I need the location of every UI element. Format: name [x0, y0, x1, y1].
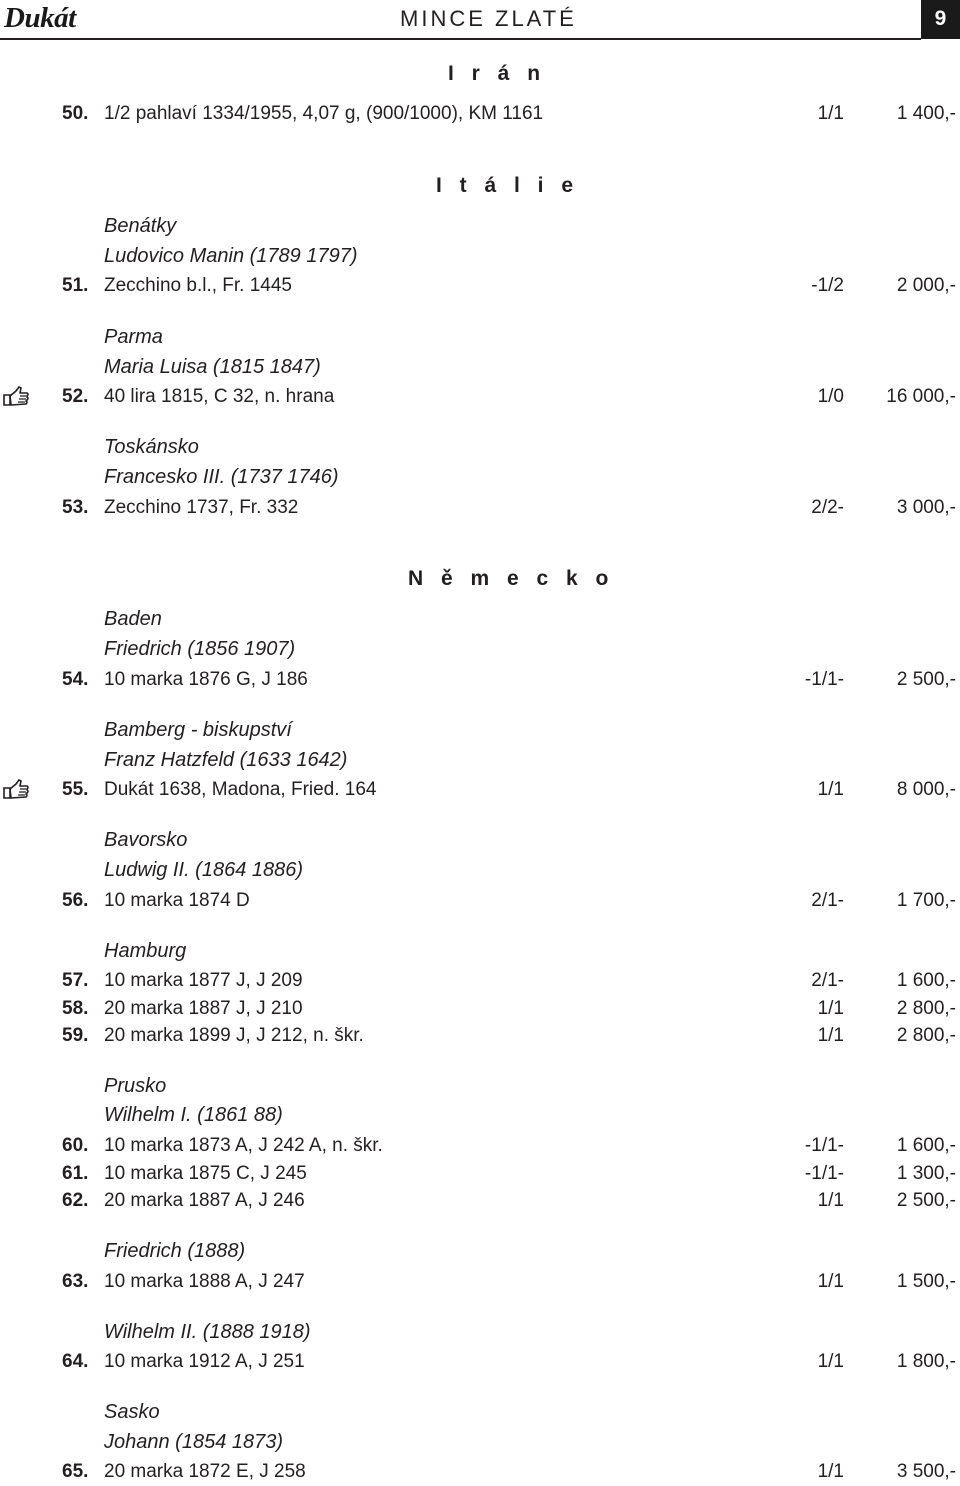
lot-price: 1 300,- — [896, 1163, 956, 1184]
lot-grade: 1/0 — [817, 386, 844, 407]
ruler-label: Maria Luisa (1815 1847) — [104, 356, 321, 378]
lot-grade: -1/1- — [804, 1163, 844, 1184]
lot-description: 20 marka 1887 A, J 246 — [104, 1190, 305, 1211]
region-label: Parma — [104, 326, 163, 348]
lot-row — [0, 495, 960, 521]
region-label: Toskánsko — [104, 436, 199, 458]
lot-number: 51. — [62, 275, 89, 296]
lot-grade: 2/1- — [811, 970, 844, 991]
lot-row — [0, 667, 960, 693]
country-heading-nemecko: N ě m e c k o — [408, 567, 615, 590]
ruler-label: Wilhelm I. (1861 88) — [104, 1104, 283, 1126]
lot-description: 20 marka 1899 J, J 212, n. škr. — [104, 1025, 364, 1046]
ruler-label: Ludwig II. (1864 1886) — [104, 859, 304, 881]
lot-number: 62. — [62, 1190, 89, 1211]
lot-row — [0, 1459, 960, 1485]
lot-price: 2 000,- — [896, 275, 956, 296]
lot-number: 61. — [62, 1163, 89, 1184]
ruler-label: Johann (1854 1873) — [104, 1431, 284, 1453]
lot-price: 8 000,- — [896, 779, 956, 800]
lot-description: Zecchino b.l., Fr. 1445 — [104, 275, 292, 296]
region-label: Benátky — [104, 215, 177, 237]
lot-grade: -1/1- — [804, 1135, 844, 1156]
lot-price: 16 000,- — [886, 386, 956, 407]
lot-description: 10 marka 1912 A, J 251 — [104, 1351, 305, 1372]
lot-row — [0, 101, 960, 127]
lot-number: 56. — [62, 890, 89, 911]
lot-price: 2 800,- — [896, 998, 956, 1019]
region-label: Baden — [104, 608, 162, 630]
lot-number: 60. — [62, 1135, 89, 1156]
lot-grade: 1/1 — [817, 998, 844, 1019]
page-number-badge: 9 — [921, 0, 960, 39]
lot-grade: -1/1- — [804, 669, 844, 690]
lot-description: 40 lira 1815, C 32, n. hrana — [104, 386, 335, 407]
lot-description: 20 marka 1887 J, J 210 — [104, 998, 303, 1019]
ruler-label: Franz Hatzfeld (1633 1642) — [104, 749, 348, 771]
region-label: Prusko — [104, 1075, 167, 1097]
lot-row — [0, 968, 960, 994]
lot-number: 55. — [62, 779, 89, 800]
lot-price: 3 500,- — [896, 1461, 956, 1482]
lot-row — [0, 384, 960, 410]
pointing-hand-icon — [2, 385, 30, 409]
lot-price: 1 500,- — [896, 1271, 956, 1292]
page-header — [0, 0, 960, 42]
header-title: MINCE ZLATÉ — [400, 6, 577, 31]
region-label: Bavorsko — [104, 829, 188, 851]
lot-description: Dukát 1638, Madona, Fried. 164 — [104, 779, 377, 800]
ruler-label: Wilhelm II. (1888 1918) — [104, 1321, 311, 1343]
lot-row — [0, 1188, 960, 1214]
lot-row — [0, 1161, 960, 1187]
lot-grade: 1/1 — [817, 1025, 844, 1046]
lot-row — [0, 888, 960, 914]
region-label: Bamberg - biskupství — [104, 719, 292, 741]
header-rule — [0, 38, 921, 40]
lot-grade: 1/1 — [817, 1461, 844, 1482]
lot-row — [0, 273, 960, 299]
lot-number: 50. — [62, 103, 89, 124]
lot-row — [0, 1023, 960, 1049]
lot-number: 63. — [62, 1271, 89, 1292]
ruler-label: Friedrich (1856 1907) — [104, 638, 296, 660]
lot-description: 10 marka 1877 J, J 209 — [104, 970, 303, 991]
lot-grade: 1/1 — [817, 1190, 844, 1211]
dukat-logo: Dukát — [4, 2, 76, 34]
lot-price: 2 500,- — [896, 669, 956, 690]
lot-grade: -1/2 — [811, 275, 844, 296]
lot-row — [0, 1349, 960, 1375]
lot-grade: 1/1 — [817, 779, 844, 800]
ruler-label: Friedrich (1888) — [104, 1240, 246, 1262]
lot-description: Zecchino 1737, Fr. 332 — [104, 497, 299, 518]
lot-number: 65. — [62, 1461, 89, 1482]
country-heading-iran: I r á n — [448, 62, 547, 85]
lot-price: 3 000,- — [896, 497, 956, 518]
lot-number: 59. — [62, 1025, 89, 1046]
lot-price: 1 600,- — [896, 1135, 956, 1156]
lot-description: 10 marka 1888 A, J 247 — [104, 1271, 305, 1292]
lot-number: 53. — [62, 497, 89, 518]
lot-number: 54. — [62, 669, 89, 690]
lot-number: 58. — [62, 998, 89, 1019]
lot-price: 1 600,- — [896, 970, 956, 991]
lot-number: 57. — [62, 970, 89, 991]
ruler-label: Ludovico Manin (1789 1797) — [104, 245, 358, 267]
lot-description: 20 marka 1872 E, J 258 — [104, 1461, 306, 1482]
lot-price: 1 700,- — [896, 890, 956, 911]
lot-row — [0, 996, 960, 1022]
lot-number: 64. — [62, 1351, 89, 1372]
lot-grade: 2/1- — [811, 890, 844, 911]
lot-row — [0, 1269, 960, 1295]
pointing-hand-icon — [2, 778, 30, 802]
lot-price: 2 800,- — [896, 1025, 956, 1046]
lot-description: 10 marka 1874 D — [104, 890, 250, 911]
lot-description: 10 marka 1873 A, J 242 A, n. škr. — [104, 1135, 383, 1156]
country-heading-italie: I t á l i e — [436, 174, 580, 197]
lot-grade: 2/2- — [811, 497, 844, 518]
lot-description: 10 marka 1876 G, J 186 — [104, 669, 308, 690]
lot-grade: 1/1 — [817, 1351, 844, 1372]
region-label: Sasko — [104, 1401, 160, 1423]
region-label: Hamburg — [104, 940, 187, 962]
lot-row — [0, 777, 960, 803]
ruler-label: Francesko III. (1737 1746) — [104, 466, 339, 488]
lot-grade: 1/1 — [817, 1271, 844, 1292]
lot-grade: 1/1 — [817, 103, 844, 124]
lot-description: 10 marka 1875 C, J 245 — [104, 1163, 307, 1184]
lot-price: 2 500,- — [896, 1190, 956, 1211]
lot-price: 1 400,- — [896, 103, 956, 124]
lot-price: 1 800,- — [896, 1351, 956, 1372]
lot-row — [0, 1133, 960, 1159]
lot-description: 1/2 pahlaví 1334/1955, 4,07 g, (900/1000), KM 1161 — [104, 103, 544, 124]
lot-number: 52. — [62, 386, 89, 407]
